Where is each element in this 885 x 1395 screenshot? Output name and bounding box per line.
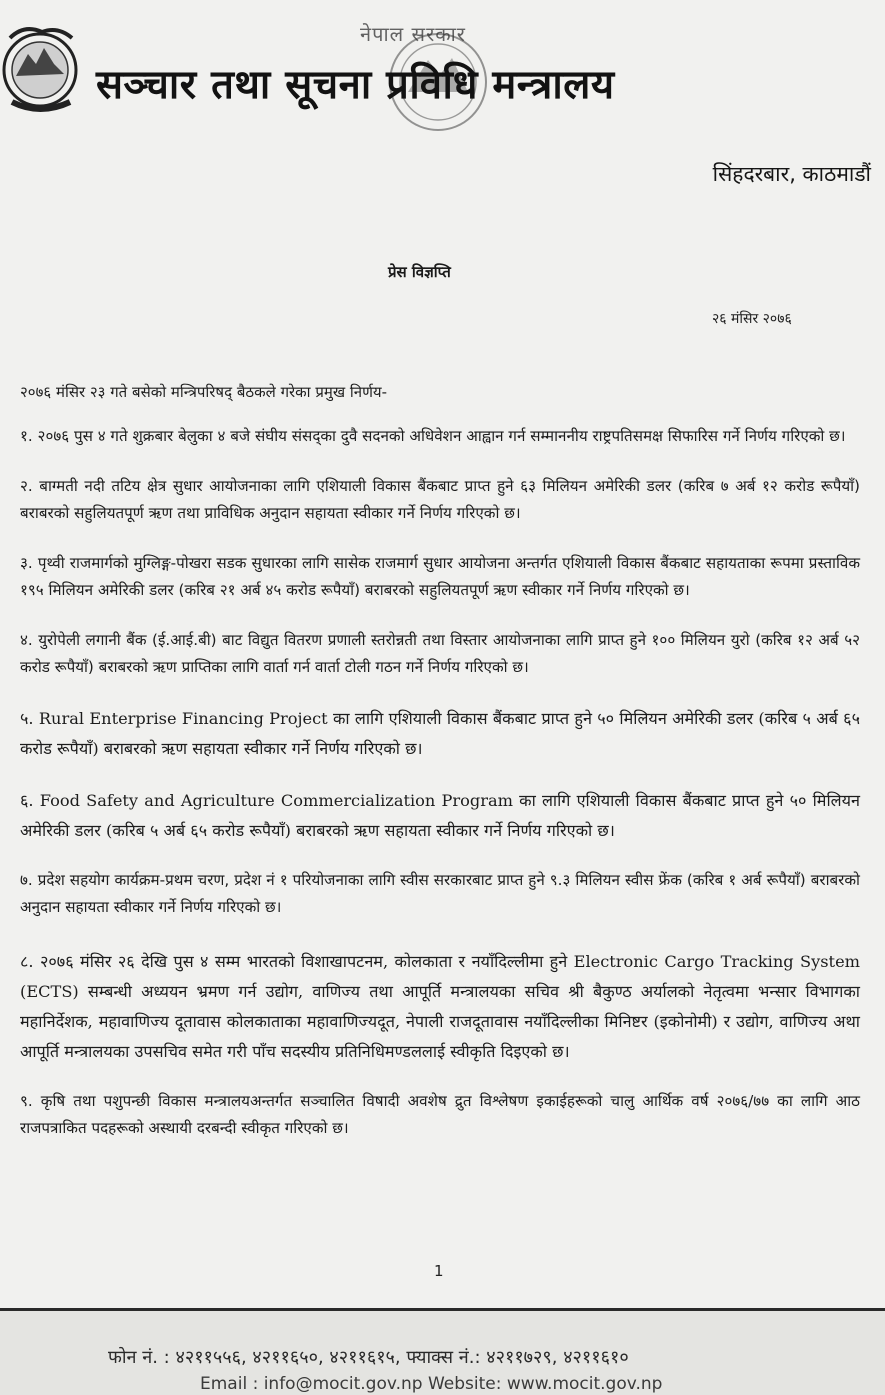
footer-web-contact: Email : info@mocit.gov.np Website: www.mocit.gov.np: [200, 1374, 663, 1394]
release-date: २६ मंसिर २०७६: [712, 311, 792, 327]
decision-item: ९. कृषि तथा पशुपन्छी विकास मन्त्रालयअन्तर्गत सञ्चालित विषादी अवशेष द्रुत विश्लेषण इकाईहरूको चालु आर्थिक वर्ष २०७६/७७ का लागि आठ राजपत्राकित पदहरूको अस्थायी दरबन्दी स्वीकृत गरिएको छ।: [20, 1092, 860, 1137]
location: सिंहदरबार, काठमाडौं: [712, 162, 871, 186]
intro-text: २०७६ मंसिर २३ गते बसेको मन्त्रिपरिषद् बैठकले गरेका प्रमुख निर्णय-: [20, 383, 388, 401]
decision-item: १. २०७६ पुस ४ गते शुक्रबार बेलुका ४ बजे संघीय संसद्का दुवै सदनको अधिवेशन आह्वान गर्न सम्माननीय राष्ट्रपतिसमक्ष सिफारिस गर्ने निर्णय गरिएको छ।: [20, 427, 846, 445]
nepal-emblem-icon: [2, 18, 82, 118]
decision-list: [20, 423, 860, 1142]
decision-item: २. बाग्मती नदी तटिय क्षेत्र सुधार आयोजनाका लागि एशियाली विकास बैंकबाट प्राप्त हुने ६३ मिलियन अमेरिकी डलर (करिब ७ अर्ब १२ करोड रूपैयाँ) बराबरको सहुलियतपूर्ण ऋण तथा प्राविधिक अनुदान सहायता स्वीकार गर्ने निर्णय गरिएको छ।: [20, 477, 860, 522]
stamp-text: नेपाल सरकार: [360, 22, 466, 46]
decision-item: ६. Food Safety and Agriculture Commercialization Program का लागि एशियाली विकास बैंकबाट प्राप्त हुने ५० मिलियन अमेरिकी डलर (करिब ५ अर्ब ६५ करोड रूपैयाँ) बराबरको ऋण सहायता स्वीकार गर्ने निर्णय गरिएको छ।: [20, 791, 860, 840]
decision-item: ५. Rural Enterprise Financing Project का लागि एशियाली विकास बैंकबाट प्राप्त हुने ५० मिलियन अमेरिकी डलर (करिब ५ अर्ब ६५ करोड रूपैयाँ) बराबरको ऋण सहायता स्वीकार गर्ने निर्णय गरिएको छ।: [20, 709, 860, 758]
document-type: प्रेस विज्ञप्ति: [388, 263, 451, 281]
page-number: 1: [434, 1262, 444, 1280]
ministry-name: सञ्चार तथा सूचना प्रविधि मन्त्रालय: [96, 62, 615, 108]
decision-item: ८. २०७६ मंसिर २६ देखि पुस ४ सम्म भारतको विशाखापटनम, कोलकाता र नयाँदिल्लीमा हुने Electronic Cargo Tracking System (ECTS) सम्बन्धी अध्ययन भ्रमण गर्न उद्योग, वाणिज्य तथा आपूर्ति मन्त्रालयका सचिव श्री बैकुण्ठ अर्यालको नेतृत्वमा भन्सार विभागका महानिर्देशक, महावाणिज्य दूतावास कोलकाताका महावाणिज्यदूत, नेपाली राजदूतावास नयाँदिल्लीका मिनिष्टर (इकोनोमी) र उद्योग, वाणिज्य अथा आपूर्ति मन्त्रालयका उपसचिव समेत गरी पाँच सदस्यीय प्रतिनिधिमण्डललाई स्वीकृति दिइएको छ।: [20, 952, 860, 1061]
decision-item: ७. प्रदेश सहयोग कार्यक्रम-प्रथम चरण, प्रदेश नं १ परियोजनाका लागि स्वीस सरकारबाट प्राप्त हुने ९.३ मिलियन स्वीस फ्रेंक (करिब १ अर्ब रूपैयाँ) बराबरको अनुदान सहायता स्वीकार गर्ने निर्णय गरिएको छ।: [20, 871, 860, 916]
decision-item: ३. पृथ्वी राजमार्गको मुग्लिङ्ग-पोखरा सडक सुधारका लागि सासेक राजमार्ग सुधार आयोजना अन्तर्गत एशियाली विकास बैंकबाट सहायताका रूपमा प्रस्ताविक १९५ मिलियन अमेरिकी डलर (करिब २१ अर्ब ४५ करोड रूपैयाँ) बराबरको सहुलियतपूर्ण ऋण स्वीकार गर्ने निर्णय गरिएको छ।: [20, 554, 860, 599]
decision-item: ४. युरोपेली लगानी बैंक (ई.आई.बी) बाट विद्युत वितरण प्रणाली स्तरोन्नती तथा विस्तार आयोजनाका लागि प्राप्त हुने १०० मिलियन युरो (करिब १२ अर्ब ५२ करोड रूपैयाँ) बराबरको ऋण प्राप्तिका लागि वार्ता गर्न वार्ता टोली गठन गर्ने निर्णय गरिएको छ।: [20, 631, 860, 676]
footer-contact-numbers: फोन नं. : ४२११५५६, ४२११६५०, ४२११६१५, फ्याक्स नं.: ४२११७२९, ४२११६१०: [108, 1347, 629, 1368]
